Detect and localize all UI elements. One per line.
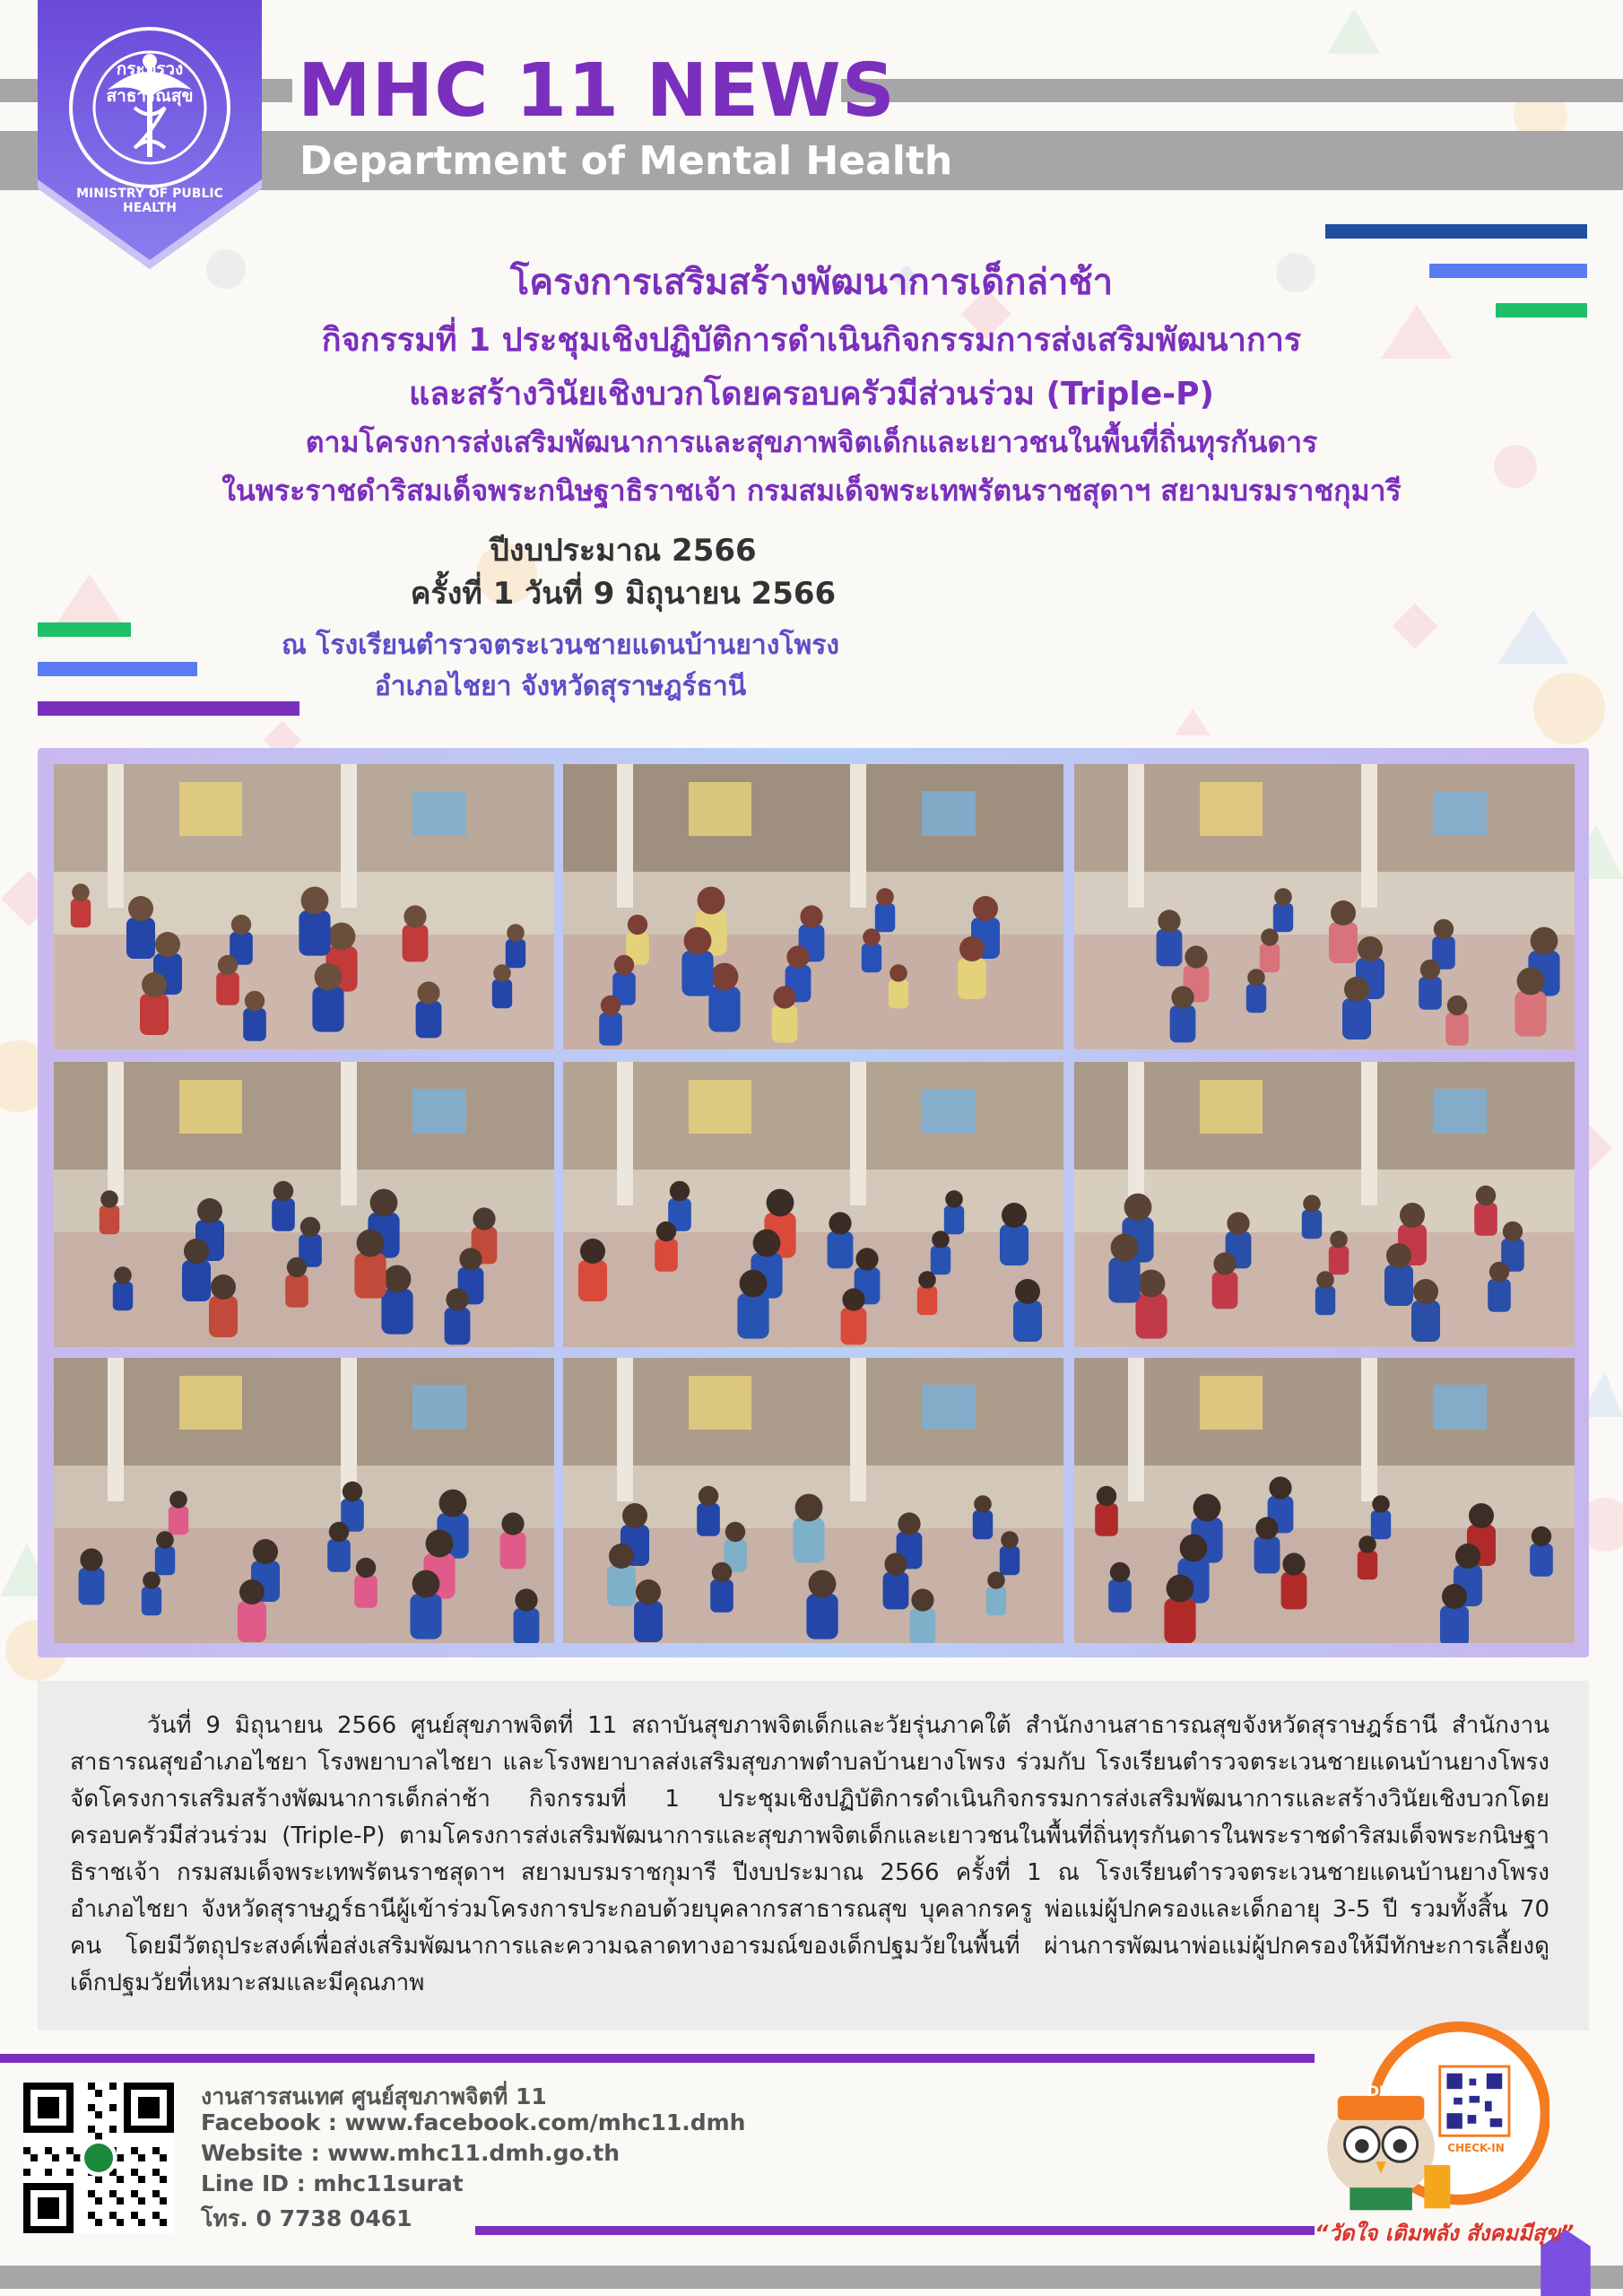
ministry-logo bbox=[38, 0, 262, 269]
headline-line-2: กิจกรรมที่ 1 ประชุมเชิงปฏิบัติการดำเนินกิจกรรมการส่งเสริมพัฒนาการ bbox=[321, 322, 1302, 359]
article-body bbox=[70, 1708, 1549, 2002]
photo-parents-table bbox=[1074, 1062, 1575, 1347]
logo-text-top: กระทรวงสาธารณสุข bbox=[106, 59, 194, 106]
photo-children-sitting-circle bbox=[563, 1358, 1063, 1643]
session-date: ครั้งที่ 1 วันที่ 9 มิถุนายน 2566 bbox=[410, 576, 837, 612]
footer-divider-bottom bbox=[475, 2226, 1315, 2235]
footer-website[interactable]: Website : www.mhc11.dmh.go.th bbox=[201, 2140, 620, 2166]
footer-divider-top bbox=[0, 2054, 1315, 2063]
stripe-blue-dark bbox=[1325, 224, 1587, 239]
footer-facebook[interactable]: Facebook : www.facebook.com/mhc11.dmh bbox=[201, 2109, 746, 2135]
photo-speaker-with-microphone bbox=[54, 1358, 554, 1643]
photo-group-photo bbox=[54, 764, 554, 1049]
checkin-label: CHECK-IN bbox=[1447, 2142, 1505, 2154]
footer-line-id: Line ID : mhc11surat bbox=[201, 2170, 464, 2196]
photo-children-activity bbox=[563, 764, 1063, 1049]
article-paragraph: วันที่ 9 มิถุนายน 2566 ศูนย์สุขภาพจิตที่ 11 สถาบันสุขภาพจิตเด็กและวัยรุ่นภาคใต้ สำนักงานสาธารณสุขจังหวัดสุราษฎร์ธานี สำนักงานสาธารณสุขอำเภอไชยา โรงพยาบาลไชยา และโรงพยาบาลส่งเสริมสุขภาพตำบลบ้านยางโพรง ร่วมกับ โรงเรียนตำรวจตระเวนชายแดนบ้านยางโพรง จัดโครงการเสริมสร้างพัฒนาการเด็กล่าช้า กิจกรรมที่ 1 ประชุมเชิงปฏิบัติการดำเนินกิจกรรมการส่งเสริมพัฒนาการและสร้างวินัยเชิงบวกโดยครอบครัวมีส่วนร่วม (Triple-P) ตามโครงการส่งเสริมพัฒนาการและสุขภาพจิตเด็กและเยาวชนในพื้นที่ถิ่นทุรกันดารในพระราชดำริสมเด็จพระกนิษฐาธิราชเจ้า กรมสมเด็จพระเทพรัตนราชสุดาฯ สยามบรมราชกุมารี ปีงบประมาณ 2566 ครั้งที่ 1 ณ โรงเรียนตำรวจตระเวนชายแดนบ้านยางโพรง อำเภอไชยา จังหวัดสุราษฎร์ธานีผู้เข้าร่วมโครงการประกอบด้วยบุคลากรสาธารณสุข บุคลากรครู พ่อแม่ผู้ปกครองและเด็กอายุ 3-5 ปี รวมทั้งสิ้น 70 คน โดยมีวัตถุประสงค์เพื่อส่งเสริมพัฒนาการและความฉลาดทางอารมณ์ของเด็กปฐมวัยในพื้นที่ ผ่านการพัฒนาพ่อแม่ผู้ปกครองให้มีทักษะการเลี้ยงดูเด็กปฐมวัยที่เหมาะสมและมีคุณภาพ bbox=[70, 1712, 1549, 1996]
qr-code-icon[interactable] bbox=[23, 2083, 174, 2233]
slogan: “วัดใจ เติมพลัง สังคมมีสุข” bbox=[1315, 2221, 1575, 2246]
newsletter-subtitle: Department of Mental Health bbox=[299, 138, 953, 184]
venue-line-2: อำเภอไชยา จังหวัดสุราษฎร์ธานี bbox=[374, 671, 747, 702]
photo-parents-children-activity bbox=[1074, 764, 1575, 1049]
headline-line-4: ตามโครงการส่งเสริมพัฒนาการและสุขภาพจิตเด็กและเยาวชนในพื้นที่ถิ่นทุรกันดาร bbox=[305, 425, 1318, 459]
mascot-badge: DMH bbox=[1367, 2083, 1406, 2100]
headline-line-5: ในพระราชดำริสมเด็จพระกนิษฐาธิราชเจ้า กรมสมเด็จพระเทพรัตนราชสุดาฯ สยามบรมราชกุมารี bbox=[221, 474, 1402, 508]
footer-grey-band bbox=[0, 2266, 1623, 2289]
newsletter-title: MHC 11 NEWS bbox=[298, 48, 896, 134]
photo-parent-hugging-child bbox=[1074, 1358, 1575, 1643]
photo-child-with-parent bbox=[563, 1062, 1063, 1347]
footer-phone: โทร. 0 7738 0461 bbox=[201, 2205, 412, 2231]
header-band-top-right bbox=[841, 79, 1623, 102]
venue-line-1: ณ โรงเรียนตำรวจตระเวนชายแดนบ้านยางโพรง bbox=[281, 630, 840, 661]
footer-org: งานสารสนเทศ ศูนย์สุขภาพจิตที่ 11 bbox=[201, 2083, 547, 2109]
fiscal-year: ปีงบประมาณ 2566 bbox=[490, 533, 757, 569]
photo-children-drawing bbox=[54, 1062, 554, 1347]
mascot-checkin-graphic bbox=[1316, 2018, 1549, 2217]
headline-line-3: และสร้างวินัยเชิงบวกโดยครอบครัวมีส่วนร่วม (Triple-P) bbox=[409, 376, 1214, 413]
headline-line-1: โครงการเสริมสร้างพัฒนาการเด็กล่าช้า bbox=[509, 262, 1114, 303]
logo-text-bottom: MINISTRY OF PUBLIC HEALTH bbox=[76, 187, 223, 215]
